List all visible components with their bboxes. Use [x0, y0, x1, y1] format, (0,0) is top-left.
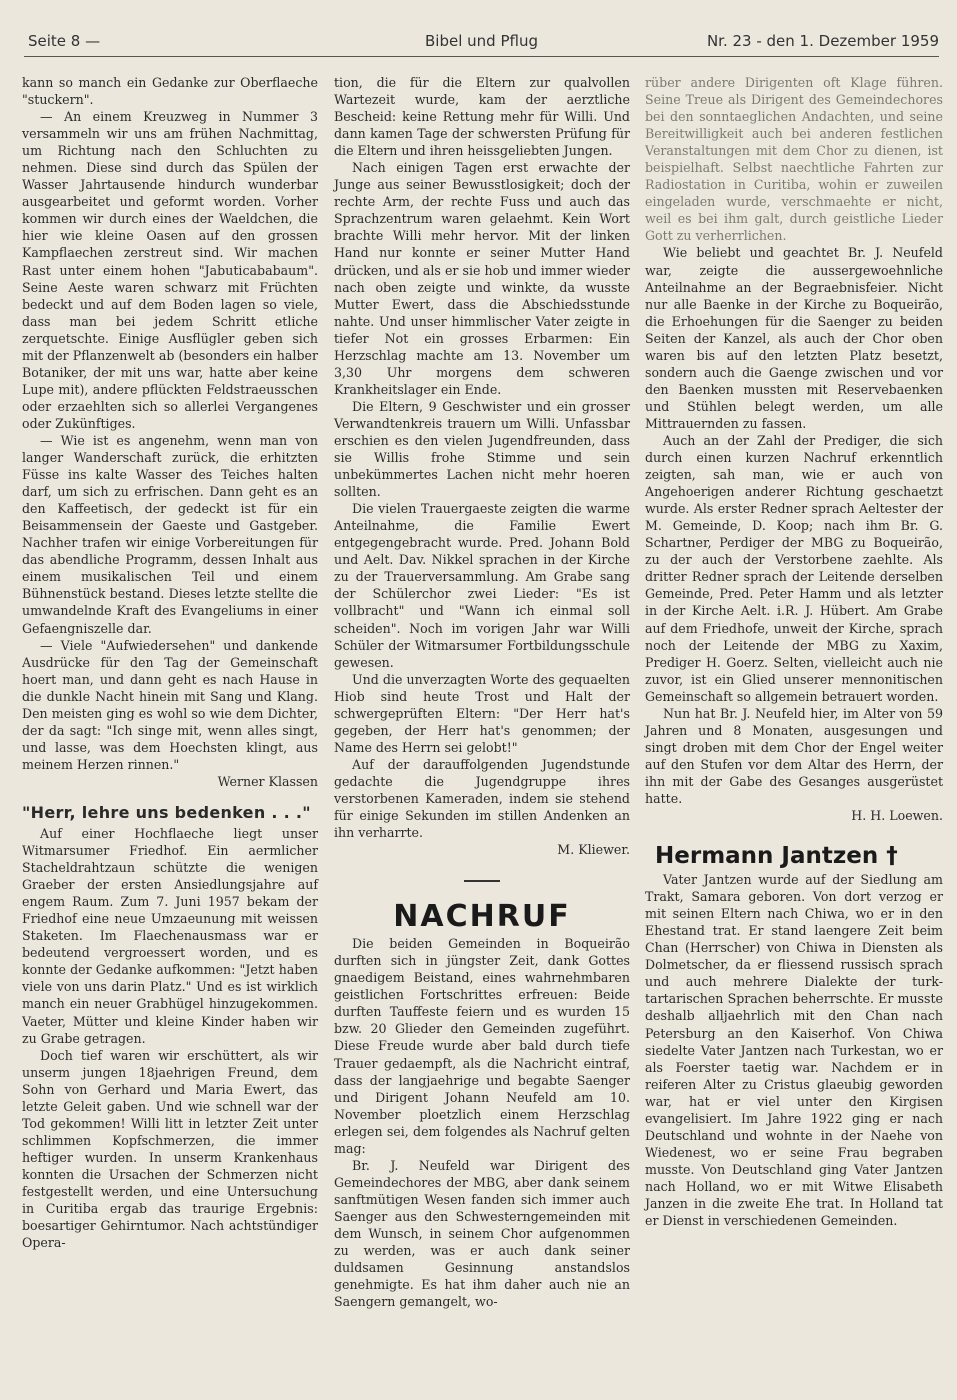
paragraph: Die beiden Gemeinden in Boqueirão durften sich in jüngster Zeit, dank Gottes gnaedigem Beistand, eines wahrnehmbaren geistlichen Fortschrittes erfreuen: Beide durften Tauffeste feiern und es wurden 15 bzw. 20 Glieder den Gemeinden zugeführt. Diese Freude wurde aber bald durch tiefe Trauer gedaempft, als die Nachricht eintraf, dass der langjaehrige und begabte Saenger und Dirigent Johann Neufeld am 10. November ploetzlich einem Herzschlag erlegen sei, dem folgendes als Nachruf gelten mag: — [334, 936, 630, 1156]
paragraph: tion, die für die Eltern zur qualvollen Wartezeit wurde, kam der aerztliche Bescheid: keine Rettung mehr für Willi. Und dann kamen Tage der schwersten Prüfung für die Eltern und ihren heissgeliebten Jungen. — [334, 75, 630, 159]
paragraph: Auf einer Hochflaeche liegt unser Witmarsumer Friedhof. Ein aermlicher Stacheldrahtzaun schützte die wenigen Graeber der ersten Ansiedlungsjahre auf engem Raum. Zum 7. Juni 1957 bekam der Friedhof eine neue Umzaeunung mit weissen Staketen. Im Flaechenausmass war er bedeutend vergroessert worden, und es konnte der Gedanke aufkommen: "Jetzt haben viele von uns darin Platz." Und es ist wirklich manch ein neuer Grabhügel hinzugekommen. Vaeter, Mütter und kleine Kinder haben wir zu Grabe getragen. — [22, 826, 318, 1046]
paragraph: rüber andere Dirigenten oft Klage führen. Seine Treue als Dirigent des Gemeindechores bei den sonntaeglichen Andachten, und seine Bereitwilligkeit auch bei anderen festlichen Veranstaltungen mit dem Chor zu dienen, ist beispielhaft. Selbst naechtliche Fahrten zur Radiostation in Curitiba, wohin er zuweilen eingeladen wurde, verschmaehte er nicht, weil es bei ihm galt, durch geistliche Lieder Gott zu verherrlichen. — [645, 75, 943, 244]
column-2 — [334, 74, 630, 1310]
author-signature: M. Kliewer. — [557, 842, 630, 858]
paragraph: Vater Jantzen wurde auf der Siedlung am Trakt, Samara geboren. Von dort verzog er mit seinen Eltern nach Chiwa, wo er in den Ehestand trat. Er stand laengere Zeit beim Chan (Herrscher) von Chiwa in Diensten als Dolmetscher, da er fliessend russisch sprach und auch mehrere Dialekte der turk-tartarischen Sprachen beherrschte. Er musste deshalb alljaehrlich mit den Chan nach Petersburg an den Kaiserhof. Von Chiwa siedelte Vater Jantzen nach Turkestan, wo er als Foerster taetig war. Nachdem er in reiferen Alter zu Cristus glaeubig geworden war, hat er viel unter den Kirgisen evangelisiert. Im Jahre 1922 ging er nach Deutschland und wohnte in der Naehe von Wiedenest, wo er seine Frau begraben musste. Von Deutschland ging Vater Jantzen nach Holland, wo er mit Witwe Elisabeth Janzen in die zweite Ehe trat. In Holland tat er Dienst in verschiedenen Gemeinden. — [645, 872, 943, 1229]
column-3 — [645, 74, 943, 1229]
column-1 — [22, 74, 318, 1251]
author-signature: H. H. Loewen. — [851, 808, 943, 824]
section-divider — [464, 880, 500, 882]
paragraph: Nach einigen Tagen erst erwachte der Junge aus seiner Bewusstlosigkeit; doch der rechte Arm, der rechte Fuss und auch das Sprachzentrum waren gelaehmt. Kein Wort brachte Willi mehr hervor. Mit der linken Hand nur konnte er seiner Mutter Hand drücken, und als er sie hob und immer wieder nach oben zeigte und winkte, da wusste Mutter Ewert, dass die Abschiedsstunde nahte. Und unser himmlischer Vater zeigte in tiefer Not ein grosses Erbarmen: Ein Herzschlag machte am 13. November um 3,30 Uhr morgens dem schweren Krankheitslager ein Ende. — [334, 160, 630, 397]
paragraph: Wie beliebt und geachtet Br. J. Neufeld war, zeigte die aussergewoehnliche Anteilnahme an der Begraebnisfeier. Nicht nur alle Baenke in der Kirche zu Boqueirão, die Erhoehungen für die Saenger zu beiden Seiten der Kanzel, als auch der Chor oben waren bis auf den letzten Platz besetzt, sondern auch die Gaenge zwischen und vor den Baenken mussten mit Reservebaenken und Stühlen belegt werden, um alle Mittrauernden zu fassen. — [645, 245, 943, 431]
paragraph: Auch an der Zahl der Prediger, die sich durch einen kurzen Nachruf erkenntlich zeigten, sah man, wie er auch von Angehoerigen anderer Richtung geschaetzt wurde. Als erster Redner sprach Aeltester der M. Gemeinde, D. Koop; nach ihm Br. G. Schartner, Perdiger der MBG zu Boqueirão, zu der auch der Verstorbene zaehlte. Als dritter Redner sprach der Leitende derselben Gemeinde, Pred. Peter Hamm und als letzter in der Kirche Aelt. i.R. J. Hübert. Am Grabe auf dem Friedhofe, unweit der Kirche, sprach noch der Leitende der MBG zu Xaxim, Prediger H. Goerz. Selten, vielleicht auch nie zuvor, ist ein Glied unserer mennonitischen Gemeinschaft so allgemein betrauert worden. — [645, 432, 943, 704]
paragraph: kann so manch ein Gedanke zur Oberflaeche "stuckern". — [22, 75, 318, 108]
article-headline: "Herr, lehre uns bedenken . . ." — [22, 802, 311, 822]
publication-title: Bibel und Pflug — [425, 32, 538, 50]
paragraph: Br. J. Neufeld war Dirigent des Gemeindechores der MBG, aber dank seinem sanftmütigen Wesen fanden sich immer auch Saenger aus den Schwesterngemeinden mit dem Wunsch, in seinem Chor aufgenommen zu werden, was er auch dank seiner duldsamen Gesinnung anstandslos genehmigte. Es hat ihm daher auch nie an Saengern gemangelt, wo- — [334, 1157, 630, 1310]
nachruf-headline: NACHRUF — [393, 899, 571, 935]
page-number: Seite 8 — — [28, 32, 101, 50]
obituary-headline: Hermann Jantzen † — [655, 843, 898, 870]
paragraph: Auf der darauffolgenden Jugendstunde gedachte die Jugendgruppe ihres verstorbenen Kameraden, indem sie stehend für einige Sekunden im stillen Andenken an ihn verharrte. — [334, 756, 630, 841]
paragraph: Nun hat Br. J. Neufeld hier, im Alter von 59 Jahren und 8 Monaten, ausgesungen und singt droben mit dem Chor der Engel weiter auf den Stufen vor dem Altar des Herrn, der ihn mit der Gabe des Gesanges ausgerüstet hatte. — [645, 705, 943, 806]
page-header — [24, 32, 939, 57]
paragraph: Doch tief waren wir erschüttert, als wir unserm jungen 18jaehrigen Freund, dem Sohn von Gerhard und Maria Ewert, das letzte Geleit gaben. Und wie schnell war der Tod gekommen! Willi litt in letzter Zeit unter schlimmen Kopfschmerzen, die immer heftiger wurden. In unserm Krankenhaus konnten die Ursachen der Schmerzen nicht festgestellt werden, und eine Untersuchung in Curitiba ergab das traurige Ergebnis: boesartiger Gehirntumor. Nach achtstündiger Opera- — [22, 1047, 318, 1251]
issue-date: Nr. 23 - den 1. Dezember 1959 — [706, 32, 939, 50]
author-signature: Werner Klassen — [217, 773, 318, 789]
paragraph: Und die unverzagten Worte des gequaelten Hiob sind heute Trost und Halt der schwergeprüften Eltern: "Der Herr hat's gegeben, der Herr hat's genommen; der Name des Herrn sei gelobt!" — [334, 671, 630, 755]
paragraph: — Wie ist es angenehm, wenn man von langer Wanderschaft zurück, die erhitzten Füsse ins kalte Wasser des Teiches halten darf, um sich zu erfrischen. Dann geht es an den Kaffeetisch, der gedeckt ist für ein Beisammensein der Gaeste und Gastgeber. Nachher trafen wir einige Vorbereitungen für das abendliche Programm, dessen Inhalt aus einem musikalischen Teil und einem Bühnenstück bestand. Dieses letzte stellte die umwandelnde Kraft des Evangeliums in einer Gefaengniszelle dar. — [22, 432, 318, 636]
paragraph: Die vielen Trauergaeste zeigten die warme Anteilnahme, die Familie Ewert entgegengebracht wurde. Pred. Johann Bold und Aelt. Dav. Nikkel sprachen in der Kirche zu der Trauerversammlung. Am Grabe sang der Schülerchor zwei Lieder: "Es ist vollbracht" und "Wann ich einmal soll scheiden". Noch im vorigen Jahr war Willi Schüler der Witmarsumer Fortbildungsschule gewesen. — [334, 501, 630, 670]
paragraph: — An einem Kreuzweg in Nummer 3 versammeln wir uns am frühen Nachmittag, um Richtung nach den Schluchten zu nehmen. Diese sind durch das Spülen der Wasser Jahrtausende hindurch wunderbar ausgearbeitet und geformt worden. Vorher kommen wir durch eines der Waeldchen, die hier wie kleine Oasen auf den grossen Kampflaechen zerstreut sind. Wir machen Rast unter einem hohen "Jabuticababaum". Seine Aeste waren schwarz mit Früchten bedeckt und auf dem Boden lagen so viele, dass man bei jedem Schritt etliche zerquetschte. Einige Ausflügler geben sich mit der Pflanzenwelt ab (besonders ein halber Botaniker, der mit uns war, hatte aber keine Lupe mit), andere pflückten Feldstraeusschen oder erzaehlten sich so allerlei Vergangenes oder Zukünftiges. — [22, 109, 318, 431]
paragraph: Die Eltern, 9 Geschwister und ein grosser Verwandtenkreis trauern um Willi. Unfassbar erschien es den vielen Jugendfreunden, dass sie Willis frohe Stimme und sein unbekümmertes Lachen nicht mehr hoeren sollten. — [334, 398, 630, 500]
paragraph: — Viele "Aufwiedersehen" und dankende Ausdrücke für den Tag der Gemeinschaft hoert man, und dann geht es nach Hause in die dunkle Nacht hinein mit Sang und Klang. Den meisten ging es wohl so wie dem Dichter, der da sagt: "Ich singe mit, wenn alles singt, und lasse, was dem Hoechsten klingt, aus meinem Herzen rinnen." — [22, 637, 318, 772]
